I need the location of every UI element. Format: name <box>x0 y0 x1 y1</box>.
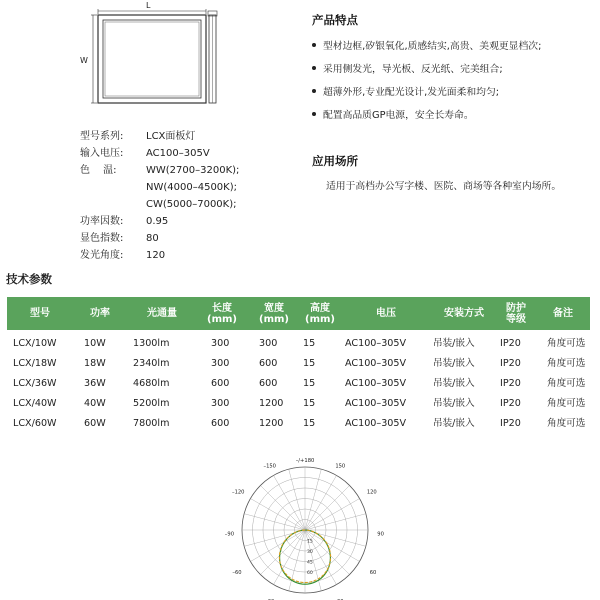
table-row <box>7 414 590 434</box>
table-cell: 300 <box>211 358 230 369</box>
feature-item: 配置高品质GP电源，安全长寿命。 <box>312 110 474 122</box>
polar-angle-label: –150 <box>263 463 276 470</box>
table-cell: 15 <box>303 378 316 389</box>
panel-drawing <box>76 0 226 112</box>
table-row <box>7 334 590 354</box>
polar-ring-label: 30 <box>307 550 313 555</box>
feature-item: 型材边框,矽银氧化,质感结实,高贵、美观更显档次; <box>312 41 541 53</box>
table-cell: 18W <box>84 358 106 369</box>
polar-spoke <box>305 485 350 530</box>
polar-angle-label: –/+180 <box>295 457 315 464</box>
header-model: 型号 <box>30 308 50 319</box>
header-remark: 备注 <box>553 308 573 319</box>
table-cell: 7800lm <box>133 418 170 429</box>
bullet-icon <box>312 66 316 70</box>
table-cell: 600 <box>259 358 278 369</box>
header-height: 高度 (mm) <box>305 302 335 325</box>
polar-spoke <box>260 530 305 575</box>
spec-color-temp-cw: CW(5000–7000K); <box>146 199 237 210</box>
table-cell: 36W <box>84 378 106 389</box>
polar-angle-label: 90 <box>377 531 384 538</box>
table-cell: 15 <box>303 338 316 349</box>
table-cell: 吊装/嵌入 <box>433 418 475 429</box>
table-cell: 600 <box>211 418 230 429</box>
header-power: 功率 <box>90 308 110 319</box>
table-cell: 角度可选 <box>547 418 586 429</box>
table-row <box>7 394 590 414</box>
table-cell: 300 <box>211 398 230 409</box>
table-cell: 300 <box>211 338 230 349</box>
spec-series: 型号系列: LCX面板灯 <box>80 131 196 142</box>
table-cell: AC100–305V <box>345 338 407 349</box>
polar-spoke <box>274 475 306 530</box>
table-cell: 60W <box>84 418 106 429</box>
header-install: 安装方式 <box>444 308 484 319</box>
header-width: 宽度 (mm) <box>259 302 289 325</box>
polar-angle-label: 120 <box>366 489 377 496</box>
polar-angle-label: 60 <box>369 570 377 577</box>
table-cell: 角度可选 <box>547 378 586 389</box>
polar-spoke <box>250 499 305 531</box>
table-cell: 600 <box>259 378 278 389</box>
table-cell: AC100–305V <box>345 398 407 409</box>
polar-spoke <box>274 530 306 585</box>
table-cell: LCX/10W <box>13 338 57 349</box>
table-cell: 角度可选 <box>547 398 586 409</box>
table-cell: AC100–305V <box>345 378 407 389</box>
table-cell: 吊装/嵌入 <box>433 358 475 369</box>
table-cell: 15 <box>303 418 316 429</box>
features-title: 产品特点 <box>312 13 358 27</box>
header-ip: 防护 等级 <box>506 302 526 325</box>
polar-spoke <box>305 499 360 531</box>
table-cell: 5200lm <box>133 398 170 409</box>
table-cell: 1200 <box>259 398 284 409</box>
spec-color-temp: 色 温: WW(2700–3200K); <box>80 165 240 176</box>
spec-beam-angle: 发光角度: 120 <box>80 250 166 261</box>
light-distribution-polar-chart <box>222 450 392 600</box>
table-cell: 角度可选 <box>547 358 586 369</box>
bullet-icon <box>312 89 316 93</box>
table-cell: IP20 <box>500 418 521 429</box>
table-cell: 600 <box>211 378 230 389</box>
table-row <box>7 354 590 374</box>
application-title: 应用场所 <box>312 154 358 168</box>
polar-spoke <box>305 530 360 562</box>
polar-spoke <box>305 530 337 585</box>
polar-angle-label: –60 <box>232 570 242 577</box>
polar-spoke <box>305 475 337 530</box>
polar-angle-label: 150 <box>335 463 346 470</box>
table-cell: AC100–305V <box>345 418 407 429</box>
spec-color-temp-nw: NW(4000–4500K); <box>146 182 237 193</box>
table-cell: 吊装/嵌入 <box>433 338 475 349</box>
table-cell: 吊装/嵌入 <box>433 378 475 389</box>
table-cell: 1200 <box>259 418 284 429</box>
polar-angle-label: –90 <box>224 531 235 538</box>
bullet-icon <box>312 43 316 47</box>
dim-w-label: W <box>80 56 88 65</box>
table-cell: LCX/60W <box>13 418 57 429</box>
table-cell: LCX/36W <box>13 378 57 389</box>
table-row <box>7 374 590 394</box>
table-cell: LCX/18W <box>13 358 57 369</box>
polar-angle-label: –120 <box>231 489 245 496</box>
table-cell: AC100–305V <box>345 358 407 369</box>
tech-params-title: 技术参数 <box>6 272 52 286</box>
table-cell: 2340lm <box>133 358 170 369</box>
table-cell: 4680lm <box>133 378 170 389</box>
application-text: 适用于高档办公写字楼、医院、商场等各种室内场所。 <box>326 181 562 192</box>
table-cell: IP20 <box>500 378 521 389</box>
table-cell: IP20 <box>500 358 521 369</box>
table-cell: LCX/40W <box>13 398 57 409</box>
table-cell: 15 <box>303 358 316 369</box>
polar-spoke <box>250 530 305 562</box>
feature-item: 采用侧发光，导光板、反光纸、完美组合; <box>312 64 503 76</box>
feature-item: 超薄外形,专业配光设计,发光面柔和均匀; <box>312 87 499 99</box>
polar-spoke <box>260 485 305 530</box>
spec-cri: 显色指数: 80 <box>80 233 159 244</box>
header-voltage: 电压 <box>376 308 396 319</box>
table-cell: 角度可选 <box>547 338 586 349</box>
dim-l-label: L <box>146 1 151 10</box>
spec-power-factor: 功率因数: 0.95 <box>80 216 169 227</box>
table-cell: 1300lm <box>133 338 170 349</box>
table-cell: IP20 <box>500 398 521 409</box>
bullet-icon <box>312 112 316 116</box>
table-cell: 10W <box>84 338 106 349</box>
table-cell: IP20 <box>500 338 521 349</box>
polar-ring-label: 15 <box>307 539 313 545</box>
table-cell: 300 <box>259 338 278 349</box>
spec-voltage: 输入电压: AC100–305V <box>80 148 210 159</box>
polar-ring-label: 45 <box>307 560 313 566</box>
table-cell: 40W <box>84 398 106 409</box>
table-header <box>7 297 590 330</box>
polar-ring-label: 60 <box>307 571 313 576</box>
header-lumen: 光通量 <box>147 308 177 319</box>
table-cell: 吊装/嵌入 <box>433 398 475 409</box>
table-cell: 15 <box>303 398 316 409</box>
header-length: 长度 (mm) <box>207 302 237 325</box>
